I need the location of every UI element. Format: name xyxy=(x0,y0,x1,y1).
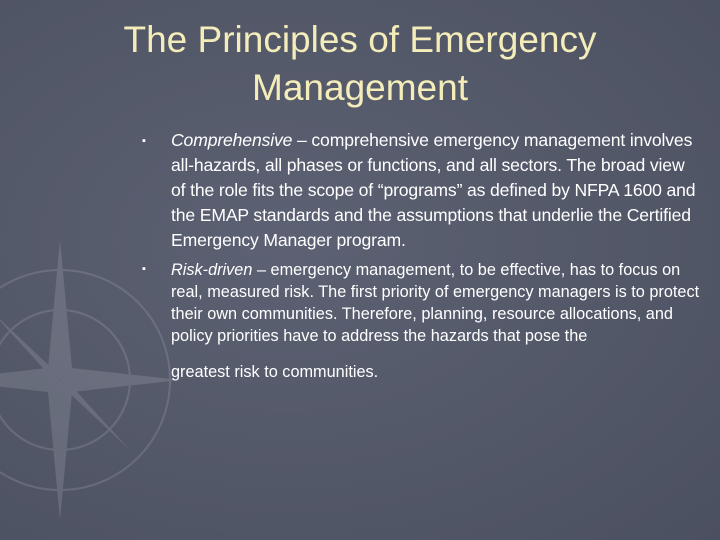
bullet-term: Risk-driven xyxy=(171,261,253,279)
slide-title-line-2: Management xyxy=(252,67,468,108)
square-bullet-icon: ▪ xyxy=(142,263,146,275)
slide-title xyxy=(60,16,660,112)
bullet-term: Comprehensive xyxy=(171,130,293,150)
bullet-separator: – xyxy=(292,130,312,150)
bullet-text: emergency management, to be effective, has to focus on real, measured risk. The first priority of emergency managers is to protect their own communities. Therefore, planning, resource allocations, and policy priorities have to address the hazards that pose the xyxy=(171,261,700,345)
bullet-text-last-line: greatest risk to communities. xyxy=(171,363,379,381)
bullet-item-risk-driven xyxy=(140,259,700,383)
bullet-text: comprehensive emergency management involves all-hazards, all phases or functions, and all sectors. The broad view of the role fits the scope of “programs” as defined by NFPA 1600 and the EMAP standards and the assumptions that underlie the Certified Emergency Manager program. xyxy=(171,130,696,250)
square-bullet-icon: ▪ xyxy=(142,135,146,147)
bullet-item-comprehensive xyxy=(140,128,700,253)
slide-title-line-1: The Principles of Emergency xyxy=(123,19,597,60)
bullet-list xyxy=(140,128,700,383)
bullet-separator: – xyxy=(252,261,271,279)
